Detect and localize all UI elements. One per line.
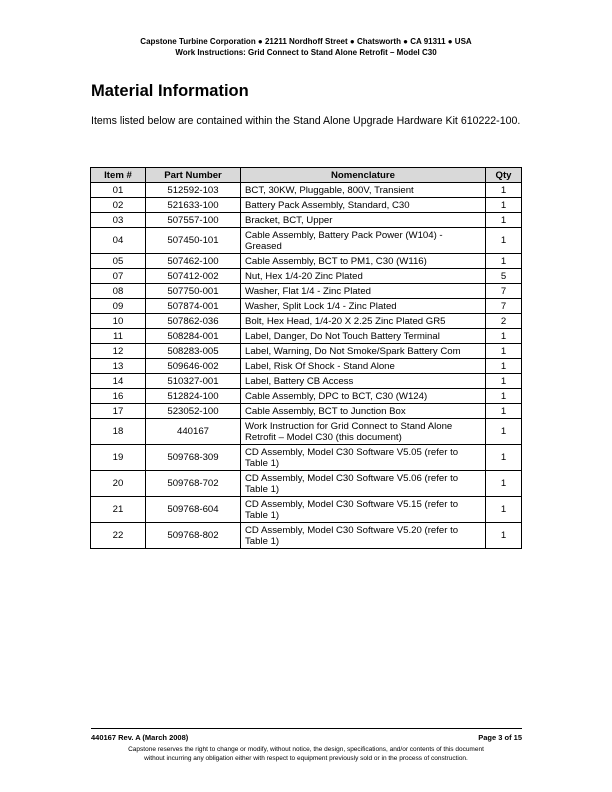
quantity: 7	[486, 284, 522, 299]
quantity: 1	[486, 344, 522, 359]
item-number: 11	[91, 329, 146, 344]
table-row	[91, 314, 522, 329]
part-number: 508283-005	[146, 344, 241, 359]
part-number: 507557-100	[146, 213, 241, 228]
quantity: 1	[486, 389, 522, 404]
part-number: 521633-100	[146, 198, 241, 213]
quantity: 1	[486, 359, 522, 374]
quantity: 7	[486, 299, 522, 314]
item-number: 03	[91, 213, 146, 228]
quantity: 1	[486, 329, 522, 344]
item-number: 12	[91, 344, 146, 359]
part-number: 523052-100	[146, 404, 241, 419]
quantity: 1	[486, 419, 522, 445]
header-item: Item #	[91, 168, 146, 183]
quantity: 2	[486, 314, 522, 329]
header-document-line: Work Instructions: Grid Connect to Stand Alone Retrofit – Model C30	[175, 48, 437, 57]
footer-page-number: Page 3 of 15	[478, 733, 522, 742]
item-number: 21	[91, 497, 146, 523]
table-row	[91, 497, 522, 523]
nomenclature: CD Assembly, Model C30 Software V5.05 (refer to Table 1)	[241, 445, 486, 471]
nomenclature: Work Instruction for Grid Connect to Stand Alone Retrofit – Model C30 (this document)	[241, 419, 486, 445]
part-number: 509768-309	[146, 445, 241, 471]
table-row	[91, 198, 522, 213]
item-number: 14	[91, 374, 146, 389]
materials-table	[90, 167, 522, 549]
quantity: 1	[486, 213, 522, 228]
item-number: 10	[91, 314, 146, 329]
nomenclature: CD Assembly, Model C30 Software V5.15 (refer to Table 1)	[241, 497, 486, 523]
quantity: 1	[486, 497, 522, 523]
nomenclature: Cable Assembly, Battery Pack Power (W104) - Greased	[241, 228, 486, 254]
table-row	[91, 213, 522, 228]
nomenclature: CD Assembly, Model C30 Software V5.20 (refer to Table 1)	[241, 523, 486, 549]
header-qty: Qty	[486, 168, 522, 183]
quantity: 1	[486, 445, 522, 471]
quantity: 1	[486, 471, 522, 497]
footer-document-id: 440167 Rev. A (March 2008)	[91, 733, 189, 742]
table-row	[91, 329, 522, 344]
page-header	[0, 36, 612, 58]
disclaimer-line-2: without incurring any obligation either with respect to equipment previously sold or in the process of construction.	[144, 755, 468, 762]
nomenclature: Cable Assembly, DPC to BCT, C30 (W124)	[241, 389, 486, 404]
table-row	[91, 445, 522, 471]
item-number: 01	[91, 183, 146, 198]
nomenclature: Nut, Hex 1/4-20 Zinc Plated	[241, 269, 486, 284]
table-row	[91, 471, 522, 497]
table-row	[91, 419, 522, 445]
table-row	[91, 183, 522, 198]
nomenclature: Label, Danger, Do Not Touch Battery Terminal	[241, 329, 486, 344]
nomenclature: Label, Battery CB Access	[241, 374, 486, 389]
nomenclature: CD Assembly, Model C30 Software V5.06 (refer to Table 1)	[241, 471, 486, 497]
item-number: 19	[91, 445, 146, 471]
part-number: 507462-100	[146, 254, 241, 269]
item-number: 07	[91, 269, 146, 284]
header-part-number: Part Number	[146, 168, 241, 183]
nomenclature: Cable Assembly, BCT to Junction Box	[241, 404, 486, 419]
nomenclature: BCT, 30KW, Pluggable, 800V, Transient	[241, 183, 486, 198]
nomenclature: Label, Risk Of Shock - Stand Alone	[241, 359, 486, 374]
section-title: Material Information	[91, 82, 249, 100]
part-number: 512824-100	[146, 389, 241, 404]
part-number: 507450-101	[146, 228, 241, 254]
part-number: 507412-002	[146, 269, 241, 284]
quantity: 5	[486, 269, 522, 284]
quantity: 1	[486, 523, 522, 549]
part-number: 508284-001	[146, 329, 241, 344]
part-number: 507750-001	[146, 284, 241, 299]
nomenclature: Cable Assembly, BCT to PM1, C30 (W116)	[241, 254, 486, 269]
part-number: 509768-702	[146, 471, 241, 497]
part-number: 509646-002	[146, 359, 241, 374]
item-number: 09	[91, 299, 146, 314]
item-number: 20	[91, 471, 146, 497]
item-number: 18	[91, 419, 146, 445]
header-company-line: Capstone Turbine Corporation ● 21211 Nordhoff Street ● Chatsworth ● CA 91311 ● USA	[140, 37, 472, 46]
part-number: 440167	[146, 419, 241, 445]
disclaimer-line-1: Capstone reserves the right to change or modify, without notice, the design, specifications, and/or contents of this document	[128, 746, 484, 753]
part-number: 512592-103	[146, 183, 241, 198]
quantity: 1	[486, 183, 522, 198]
table-header-row	[91, 168, 522, 183]
part-number: 507874-001	[146, 299, 241, 314]
part-number: 509768-604	[146, 497, 241, 523]
table-row	[91, 374, 522, 389]
nomenclature: Washer, Split Lock 1/4 - Zinc Plated	[241, 299, 486, 314]
item-number: 22	[91, 523, 146, 549]
part-number: 510327-001	[146, 374, 241, 389]
item-number: 02	[91, 198, 146, 213]
table-row	[91, 404, 522, 419]
nomenclature: Bolt, Hex Head, 1/4-20 X 2.25 Zinc Plated GR5	[241, 314, 486, 329]
table-row	[91, 389, 522, 404]
intro-paragraph: Items listed below are contained within the Stand Alone Upgrade Hardware Kit 610222-100.	[91, 115, 521, 127]
table-row	[91, 254, 522, 269]
quantity: 1	[486, 254, 522, 269]
item-number: 17	[91, 404, 146, 419]
table-row	[91, 523, 522, 549]
table-row	[91, 344, 522, 359]
nomenclature: Bracket, BCT, Upper	[241, 213, 486, 228]
item-number: 13	[91, 359, 146, 374]
item-number: 05	[91, 254, 146, 269]
table-row	[91, 299, 522, 314]
table-row	[91, 228, 522, 254]
quantity: 1	[486, 228, 522, 254]
quantity: 1	[486, 198, 522, 213]
table-row	[91, 359, 522, 374]
quantity: 1	[486, 404, 522, 419]
table-row	[91, 269, 522, 284]
item-number: 08	[91, 284, 146, 299]
nomenclature: Washer, Flat 1/4 - Zinc Plated	[241, 284, 486, 299]
part-number: 509768-802	[146, 523, 241, 549]
table-row	[91, 284, 522, 299]
part-number: 507862-036	[146, 314, 241, 329]
nomenclature: Label, Warning, Do Not Smoke/Spark Battery Com	[241, 344, 486, 359]
footer-disclaimer	[0, 745, 612, 763]
item-number: 16	[91, 389, 146, 404]
nomenclature: Battery Pack Assembly, Standard, C30	[241, 198, 486, 213]
quantity: 1	[486, 374, 522, 389]
header-nomenclature: Nomenclature	[241, 168, 486, 183]
item-number: 04	[91, 228, 146, 254]
footer-divider	[91, 728, 522, 729]
